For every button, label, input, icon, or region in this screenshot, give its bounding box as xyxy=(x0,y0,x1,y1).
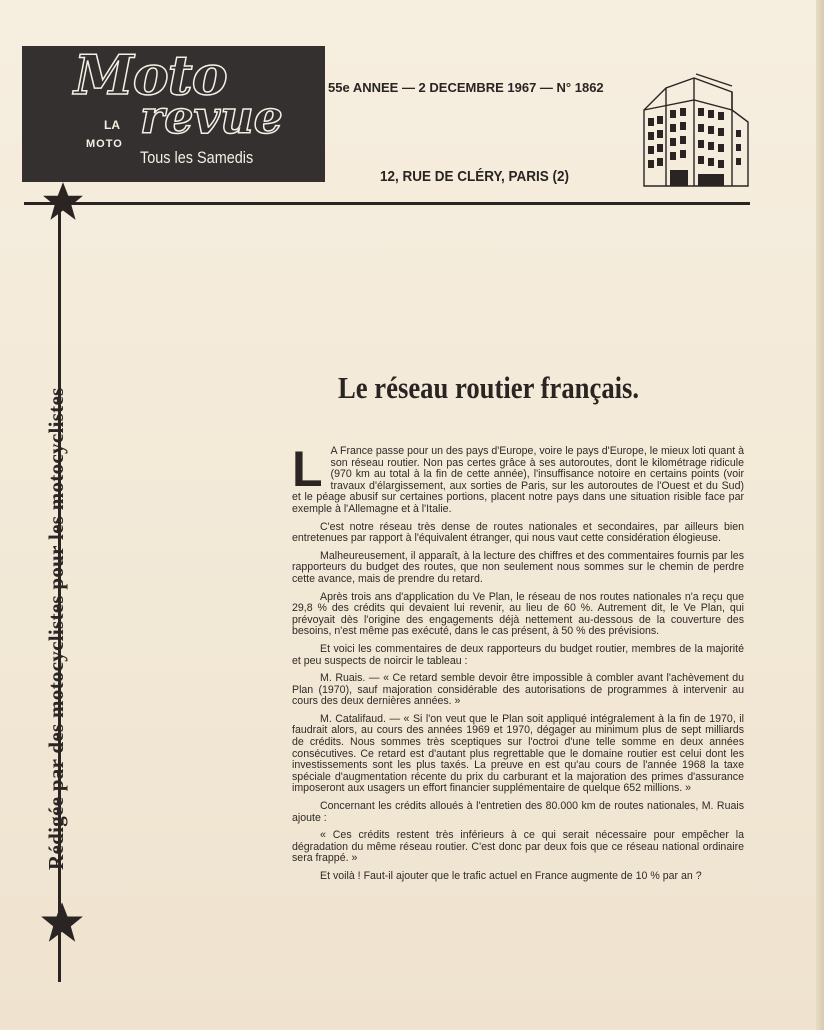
logo-moto: Moto xyxy=(74,43,227,107)
article-title: Le réseau routier français. xyxy=(338,370,640,405)
building-illustration xyxy=(636,70,752,188)
dropcap: L xyxy=(292,441,323,497)
masthead-tagline: Tous les Samedis xyxy=(140,148,254,167)
article-paragraph: Après trois ans d'application du Ve Plan, le réseau de nos routes nationales n'a reçu que 29,8 % des crédits qui devaient lui revenir, au lieu de 60 %. Autrement dit, le Ve Plan, qui prévoyait dès l'origine des engagements déjà nettement au-dessous de la couverture des besoins, n'est même pas exécuté, dans le cas présent, à 50 % des prévisions. xyxy=(292,590,744,638)
article-paragraph: Concernant les crédits alloués à l'entretien des 80.000 km de routes nationales, M. Ruais ajoute : xyxy=(292,800,744,824)
masthead xyxy=(22,43,325,182)
header-rule xyxy=(24,202,750,205)
star-icon xyxy=(40,900,84,944)
article-paragraph: « Ces crédits restent très inférieurs à ce qui serait nécessaire pour empêcher la dégradation du même réseau routier. C'est donc par deux fois que ce réseau national ordinaire sera frappé. » xyxy=(292,829,744,865)
issue-line: 55e ANNEE — 2 DECEMBRE 1967 — N° 1862 xyxy=(328,80,604,95)
article-paragraph: Malheureusement, il apparaît, à la lecture des chiffres et des commentaires fournis par les rapporteurs du budget des routes, que non seulement nous sommes sur le chemin de perdre cette avance, mais de prendre du retard. xyxy=(292,549,744,585)
address: 12, RUE DE CLÉRY, PARIS (2) xyxy=(380,168,570,185)
article-paragraph: L A France passe pour un des pays d'Europe, voire le pays d'Europe, le mieux loti quant à son réseau routier. Non pas certes grâce à ses autoroutes, dont le kilométrage ridicule (970 km au total à la fin de cette année), l'insuffisance notoire en certains points (voir travaux d'élargissement, aux sorties de Paris, sur les autoroutes de l'Ouest et du Sud) et le péage abusif sur certaines portions, placent notre pays dans une situation risible face par exemple à l'Allemagne et à l'Italie. xyxy=(292,441,744,515)
article-paragraph: M. Ruais. — « Ce retard semble devoir être impossible à combler avant l'achèvement du Plan (1970), sauf majoration considérable des autorisations de programmes à intervenir au cours des deux dernières années. » xyxy=(292,672,744,708)
article-body xyxy=(292,441,744,889)
article-paragraph: Et voilà ! Faut-il ajouter que le trafic actuel en France augmente de 10 % par an ? xyxy=(320,870,702,882)
logo-revue: revue xyxy=(140,90,283,144)
article-paragraph: M. Catalifaud. — « Si l'on veut que le Plan soit appliqué intégralement à la fin de 1970, il faudrait alors, au cours des années 1969 et 1970, dégager au minimum plus de sept milliards de crédits. Nous sommes très sceptiques sur l'octroi d'une telle somme en deux années consécutives. Ce retard est d'autant plus regrettable que le domaine routier est celui dont les investissements sont les plus taxés. La preuve en est qu'au cours de l'année 1968 la taxe spéciale d'augmentation récente du prix du carburant et la majoration des primes d'assurance imposeront aux usagers un effort financier supplémentaire de quelque 652 millions. » xyxy=(292,712,744,795)
logo-moto-small: MOTO xyxy=(86,138,123,150)
page-edge xyxy=(816,0,824,1030)
article-paragraph: C'est notre réseau très dense de routes nationales et secondaires, par ailleurs bien entretenues par rapport à l'équivalent étranger, qui nous vaut cette considération élogieuse. xyxy=(292,520,744,545)
side-tagline: Rédigée par des motocyclistes pour les motocyclistes xyxy=(44,387,68,870)
star-icon xyxy=(42,180,84,222)
article-paragraph: Et voici les commentaires de deux rapporteurs du budget routier, membres de la majorité et peu suspects de noircir le tableau : xyxy=(292,642,744,667)
logo-la: LA xyxy=(104,118,120,132)
